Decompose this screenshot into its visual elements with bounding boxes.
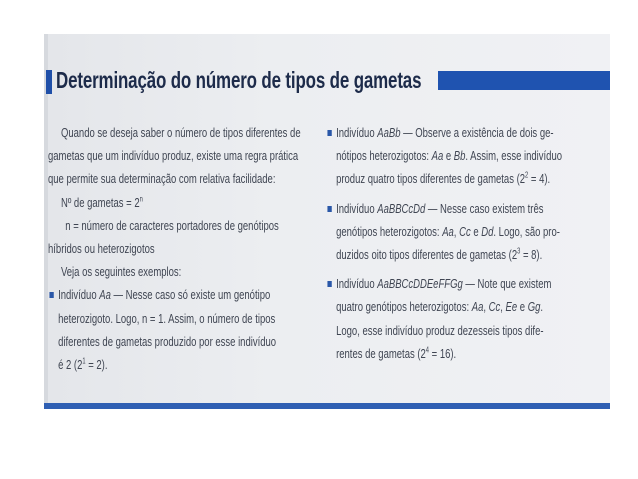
definition-line-2: híbridos ou heterozigotos <box>48 241 155 257</box>
example-3-line-2: genótipos heterozigotos: Aa, Cc e Dd. Logo, são pro- <box>336 223 560 239</box>
definition-line-1: n = número de caracteres portadores de genótipos <box>65 217 279 233</box>
intro-line-3: que permite sua determinação com relativa facilidade: <box>48 171 276 187</box>
formula-line <box>48 191 242 214</box>
example-1-line-3: diferentes de gametas produzido por esse indivíduo <box>58 333 277 349</box>
example-4-line-2: quatro genótipos heterozigotos: Aa, Cc, Ee e Gg. <box>336 299 544 315</box>
example-2-line-3: produz quatro tipos diferentes de gametas $(2^2 = 4)$. <box>336 171 551 187</box>
genotype: AaBb <box>377 125 401 140</box>
title-marker <box>46 70 52 94</box>
example-2-line-2: nótipos heterozigotos: Aa e Bb. Assim, esse indivíduo <box>336 148 563 164</box>
left-column <box>48 121 318 376</box>
right-column <box>326 121 606 365</box>
example-3-line-1: Indivíduo AaBBCcDd — Nesse caso existem três <box>326 197 528 220</box>
genotype: AaBBCcDd <box>377 200 426 216</box>
example-4-line-3: Logo, esse indivíduo produz dezesseis tipos dife- <box>336 322 544 338</box>
example-1-line-1: Indivíduo Aa — Nesse caso só existe um genótipo <box>48 283 242 306</box>
examples-intro: Veja os seguintes exemplos: <box>60 264 182 280</box>
bullet-icon <box>49 292 53 298</box>
example-3-line-3: duzidos oito tipos diferentes de gametas $(2^3 = 8)$. <box>336 246 543 263</box>
example-2-line-1: Indivíduo AaBb — Observe a existência de dois ge- <box>326 121 528 144</box>
genotype: AaBBCcDDEeFFGg <box>377 276 463 292</box>
bullet-icon <box>327 206 331 212</box>
example-1-line-2: heterozigoto. Logo, n = 1. Assim, o número de tipos <box>58 310 276 326</box>
bottom-rule <box>44 403 610 409</box>
section-header <box>46 66 610 96</box>
title-accent-bar <box>438 71 610 90</box>
genotype: Aa <box>99 287 111 303</box>
example-1-line-4: é 2 $(2^1 = 2)$. <box>58 356 108 373</box>
bullet-icon <box>327 281 331 287</box>
intro-line-2: gametas que um indivíduo produz, existe uma regra prática <box>48 148 299 164</box>
section-title: Determinação do número de tipos de gametas <box>56 67 422 93</box>
intro-line-1: Quando se deseja saber o número de tipos diferentes de <box>60 125 301 140</box>
example-4-line-4: rentes de gametas $(2^4 = 16)$. <box>336 345 457 361</box>
example-4-line-1: Indivíduo AaBBCcDDEeFFGg — Note que existem <box>326 272 528 295</box>
formula-text: Nº de gametas = 2 <box>60 194 140 210</box>
bullet-icon <box>327 130 331 136</box>
formula-exponent: n <box>139 194 143 204</box>
